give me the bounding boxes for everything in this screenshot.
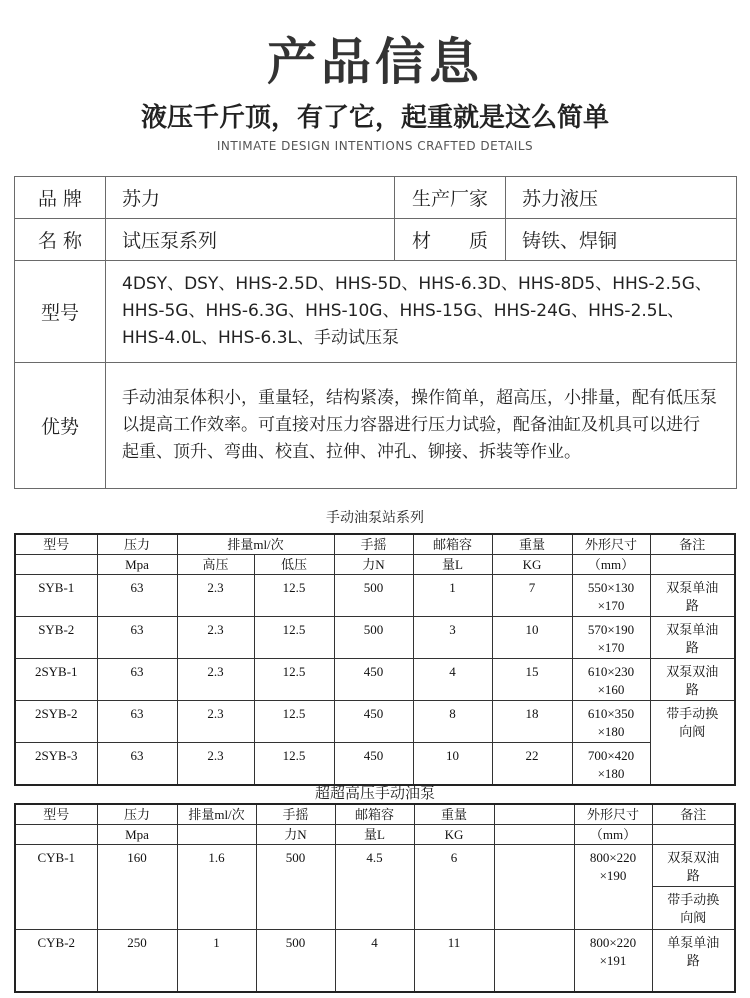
product-info-table <box>14 176 737 489</box>
cell-empty <box>494 845 574 930</box>
col-weight-unit: KG <box>414 825 494 845</box>
size-line: ×191 <box>599 953 627 968</box>
cell-note <box>652 887 735 930</box>
cell-weight: 6 <box>414 845 494 930</box>
cell-size <box>574 845 652 930</box>
brand-label: 品 牌 <box>15 177 106 219</box>
col-weight: 重量 <box>414 804 494 825</box>
col-empty <box>494 804 574 825</box>
cell-model: 2SYB-1 <box>15 659 97 701</box>
table-header-row <box>15 555 735 575</box>
cell-model: SYB-1 <box>15 575 97 617</box>
cell-note <box>652 930 735 993</box>
cell-weight: 10 <box>492 617 572 659</box>
table-header-row <box>15 534 735 555</box>
cell-weight: 11 <box>414 930 494 993</box>
model-value: 4DSY、DSY、HHS-2.5D、HHS-5D、HHS-6.3D、HHS-8D5、HHS-2.5G、HHS-5G、HHS-6.3G、HHS-10G、HHS-15G、HHS-24G、HHS-2.5L、HHS-4.0L、HHS-6.3L、手动试压泵 <box>106 261 737 363</box>
size-line: ×170 <box>597 598 625 613</box>
col-pressure-unit: Mpa <box>97 825 177 845</box>
col-crank-unit: 力N <box>256 825 335 845</box>
maker-label: 生产厂家 <box>395 177 506 219</box>
cell-crank: 500 <box>256 845 335 930</box>
note-line: 带手动换 <box>667 892 720 907</box>
size-line: 570×190 <box>587 622 635 637</box>
cell-weight: 18 <box>492 701 572 743</box>
col-size: 外形尺寸 <box>572 534 650 555</box>
cell-crank: 500 <box>334 575 413 617</box>
advantage-label: 优势 <box>15 363 106 489</box>
ultra-high-pressure-table <box>14 803 736 993</box>
table-row <box>15 659 735 701</box>
cell-tank: 3 <box>413 617 492 659</box>
col-size-unit: （mm） <box>572 555 650 575</box>
note-line: 路 <box>685 640 699 655</box>
advantage-value: 手动油泵体积小，重量轻，结构紧凑，操作简单，超高压，小排量，配有低压泵以提高工作效率。可直接对压力容器进行压力试验，配备油缸及机具可以进行 起重、顶升、弯曲、校直、拉伸、冲孔、铆接、拆装等作业。 <box>106 363 737 489</box>
cell-pressure: 63 <box>97 743 177 786</box>
col-model-blank <box>15 825 97 845</box>
note-line: 向阀 <box>680 910 707 925</box>
size-line: 800×220 <box>589 935 637 950</box>
cell-size <box>572 575 650 617</box>
cell-low: 12.5 <box>254 575 334 617</box>
col-crank: 手摇 <box>256 804 335 825</box>
col-model-blank <box>15 555 97 575</box>
table-row <box>15 845 735 887</box>
page-title: 产品信息 <box>267 33 483 91</box>
cell-model: CYB-2 <box>15 930 97 993</box>
size-line: ×190 <box>599 868 627 883</box>
col-note: 备注 <box>652 804 735 825</box>
cell-model: 2SYB-2 <box>15 701 97 743</box>
note-line: 双泵双油 <box>667 850 720 865</box>
maker-value: 苏力液压 <box>506 177 737 219</box>
brand-value: 苏力 <box>106 177 395 219</box>
cell-note <box>650 701 735 786</box>
col-tank: 邮箱容 <box>335 804 414 825</box>
cell-tank: 8 <box>413 701 492 743</box>
note-line: 向阀 <box>679 724 706 739</box>
note-line: 双泵单油 <box>666 580 719 595</box>
cell-size <box>572 743 650 786</box>
pump-station-table <box>14 533 736 786</box>
col-displacement: 排量ml/次 <box>177 804 256 825</box>
size-line: 550×130 <box>587 580 635 595</box>
table-row <box>15 617 735 659</box>
table-row <box>15 743 735 786</box>
note-line: 双泵单油 <box>666 622 719 637</box>
cell-size <box>572 701 650 743</box>
cell-note <box>650 617 735 659</box>
name-value: 试压泵系列 <box>106 219 395 261</box>
col-weight: 重量 <box>492 534 572 555</box>
cell-low: 12.5 <box>254 701 334 743</box>
cell-tank: 4.5 <box>335 845 414 930</box>
cell-model: CYB-1 <box>15 845 97 930</box>
cell-crank: 500 <box>256 930 335 993</box>
info-row-brand <box>15 177 737 219</box>
cell-pressure: 160 <box>97 845 177 930</box>
cell-crank: 500 <box>334 617 413 659</box>
cell-weight: 15 <box>492 659 572 701</box>
col-tank: 邮箱容 <box>413 534 492 555</box>
table-row <box>15 575 735 617</box>
col-high: 高压 <box>177 555 254 575</box>
cell-weight: 7 <box>492 575 572 617</box>
cell-pressure: 63 <box>97 659 177 701</box>
col-displacement: 排量ml/次 <box>177 534 334 555</box>
cell-tank: 1 <box>413 575 492 617</box>
page-tagline: INTIMATE DESIGN INTENTIONS CRAFTED DETAILS <box>216 139 534 153</box>
table-header-row <box>15 804 735 825</box>
cell-crank: 450 <box>334 659 413 701</box>
col-model: 型号 <box>15 804 97 825</box>
col-empty <box>494 825 574 845</box>
cell-low: 12.5 <box>254 659 334 701</box>
col-weight-unit: KG <box>492 555 572 575</box>
cell-high: 2.3 <box>177 617 254 659</box>
cell-model: 2SYB-3 <box>15 743 97 786</box>
cell-size <box>574 930 652 993</box>
col-tank-unit: 量L <box>413 555 492 575</box>
cell-crank: 450 <box>334 701 413 743</box>
cell-pressure: 63 <box>97 617 177 659</box>
cell-pressure: 63 <box>97 575 177 617</box>
size-line: 610×230 <box>587 664 635 679</box>
col-note: 备注 <box>650 534 735 555</box>
table1-title: 手动油泵站系列 <box>326 510 424 526</box>
size-line: ×170 <box>597 640 625 655</box>
size-line: 700×420 <box>587 748 635 763</box>
note-line: 双泵双油 <box>666 664 719 679</box>
cell-high: 2.3 <box>177 743 254 786</box>
note-line: 单泵单油 <box>667 935 720 950</box>
name-label: 名 称 <box>15 219 106 261</box>
material-label: 材 质 <box>395 219 506 261</box>
cell-low: 12.5 <box>254 617 334 659</box>
col-low: 低压 <box>254 555 334 575</box>
note-line: 带手动换 <box>666 706 719 721</box>
note-line: 路 <box>685 682 699 697</box>
cell-tank: 4 <box>335 930 414 993</box>
note-line: 路 <box>686 868 700 883</box>
table-header-row <box>15 825 735 845</box>
note-line: 路 <box>685 598 699 613</box>
col-crank-unit: 力N <box>334 555 413 575</box>
cell-tank: 10 <box>413 743 492 786</box>
size-line: ×160 <box>597 682 625 697</box>
col-pressure-unit: Mpa <box>97 555 177 575</box>
cell-low: 12.5 <box>254 743 334 786</box>
cell-crank: 450 <box>334 743 413 786</box>
cell-note <box>650 659 735 701</box>
col-pressure: 压力 <box>97 804 177 825</box>
table2-title: 超超高压手动油泵 <box>314 784 435 802</box>
size-line: ×180 <box>597 724 625 739</box>
cell-high: 2.3 <box>177 575 254 617</box>
info-row-model <box>15 261 737 363</box>
cell-note <box>650 575 735 617</box>
col-size: 外形尺寸 <box>574 804 652 825</box>
col-pressure: 压力 <box>97 534 177 555</box>
cell-tank: 4 <box>413 659 492 701</box>
cell-displacement: 1.6 <box>177 845 256 930</box>
cell-size <box>572 659 650 701</box>
cell-pressure: 63 <box>97 701 177 743</box>
cell-weight: 22 <box>492 743 572 786</box>
note-line: 路 <box>686 953 700 968</box>
col-crank: 手摇 <box>334 534 413 555</box>
model-label: 型号 <box>15 261 106 363</box>
col-note-blank <box>650 555 735 575</box>
size-line: ×180 <box>597 766 625 781</box>
col-model: 型号 <box>15 534 97 555</box>
material-value: 铸铁、焊铜 <box>506 219 737 261</box>
cell-high: 2.3 <box>177 659 254 701</box>
cell-displacement: 1 <box>177 930 256 993</box>
cell-pressure: 250 <box>97 930 177 993</box>
size-line: 610×350 <box>587 706 635 721</box>
col-tank-unit: 量L <box>335 825 414 845</box>
cell-empty <box>494 930 574 993</box>
col-displacement-blank <box>177 825 256 845</box>
size-line: 800×220 <box>589 850 637 865</box>
cell-note <box>652 845 735 887</box>
col-size-unit: （mm） <box>574 825 652 845</box>
page-subtitle: 液压千斤顶，有了它，起重就是这么简单 <box>140 103 609 133</box>
col-note-blank <box>652 825 735 845</box>
cell-high: 2.3 <box>177 701 254 743</box>
cell-size <box>572 617 650 659</box>
table-row <box>15 701 735 743</box>
table-row <box>15 930 735 993</box>
info-row-advantage <box>15 363 737 489</box>
info-row-name <box>15 219 737 261</box>
cell-model: SYB-2 <box>15 617 97 659</box>
